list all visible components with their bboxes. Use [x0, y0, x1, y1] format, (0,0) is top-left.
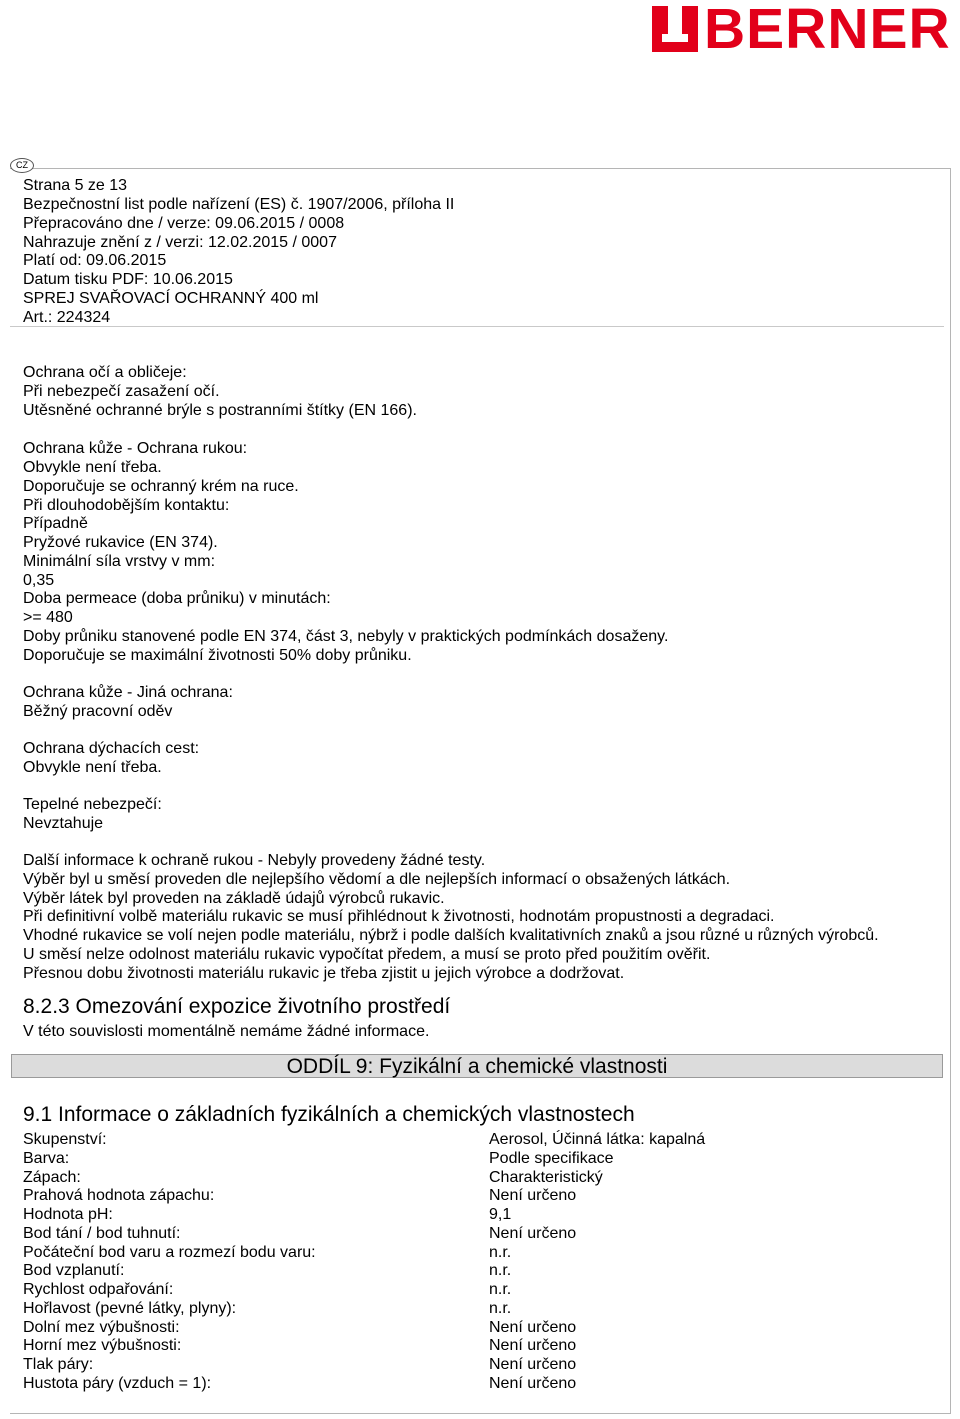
- body-line: Obvykle není třeba.: [23, 459, 162, 476]
- body-line: Doba permeace (doba průniku) v minutách:: [23, 590, 331, 607]
- property-value: Není určeno: [489, 1337, 577, 1354]
- header-page-number: Strana 5 ze 13: [23, 177, 128, 194]
- property-label: Horní mez výbušnosti:: [23, 1337, 182, 1354]
- property-value: 9,1: [489, 1206, 512, 1223]
- header-divider: [10, 326, 944, 327]
- body-line: Další informace k ochraně rukou - Nebyly provedeny žádné testy.: [23, 852, 486, 869]
- body-line: Pryžové rukavice (EN 374).: [23, 534, 218, 551]
- body-line: >= 480: [23, 609, 73, 626]
- skin-protection-heading: Ochrana kůže - Jiná ochrana:: [23, 684, 233, 701]
- header-article-number: Art.: 224324: [23, 308, 111, 326]
- property-label: Skupenství:: [23, 1131, 107, 1148]
- property-label: Bod tání / bod tuhnutí:: [23, 1225, 181, 1242]
- body-line: Výběr byl u směsí proveden dle nejlepšího vědomí a dle nejlepších informací o obsažených látkách.: [23, 871, 731, 888]
- property-label: Bod vzplanutí:: [23, 1262, 125, 1279]
- property-label: Hodnota pH:: [23, 1206, 113, 1223]
- property-value: Charakteristický: [489, 1169, 603, 1186]
- body-line: 0,35: [23, 572, 55, 589]
- country-badge: CZ: [10, 158, 34, 173]
- section-8-2-3-text: V této souvislosti momentálně nemáme žádné informace.: [23, 1023, 430, 1040]
- property-value: Není určeno: [489, 1225, 577, 1242]
- body-line: Minimální síla vrstvy v mm:: [23, 553, 216, 570]
- header-regulation: Bezpečnostní list podle nařízení (ES) č. 1907/2006, příloha II: [23, 195, 455, 213]
- section-9-1-title: 9.1 Informace o základních fyzikálních a chemických vlastnostech: [23, 1103, 635, 1126]
- property-value: Není určeno: [489, 1356, 577, 1373]
- property-value: Není určeno: [489, 1187, 577, 1204]
- eye-protection-heading: Ochrana očí a obličeje:: [23, 364, 187, 381]
- body-line: Doporučuje se ochranný krém na ruce.: [23, 478, 299, 495]
- property-value: n.r.: [489, 1244, 512, 1261]
- property-label: Hořlavost (pevné látky, plyny):: [23, 1300, 237, 1317]
- body-line: Nevztahuje: [23, 815, 104, 832]
- property-value: Není určeno: [489, 1375, 577, 1392]
- property-label: Počáteční bod varu a rozmezí bodu varu:: [23, 1244, 316, 1261]
- thermal-hazard-heading: Tepelné nebezpečí:: [23, 796, 162, 813]
- property-label: Dolní mez výbušnosti:: [23, 1319, 180, 1336]
- property-value: Aerosol, Účinná látka: kapalná: [489, 1131, 706, 1148]
- property-label: Prahová hodnota zápachu:: [23, 1187, 215, 1204]
- header-valid-from: Platí od: 09.06.2015: [23, 252, 167, 270]
- header-replaces: Nahrazuje znění z / verzi: 12.02.2015 / 0007: [23, 233, 337, 251]
- body-line: Doby průniku stanovené podle EN 374, část 3, nebyly v praktických podmínkách dosaženy.: [23, 628, 669, 645]
- property-label: Hustota páry (vzduch = 1):: [23, 1375, 212, 1392]
- body-line: Doporučuje se maximální životnosti 50% doby průniku.: [23, 647, 412, 664]
- property-value: n.r.: [489, 1281, 512, 1298]
- property-label: Barva:: [23, 1150, 70, 1167]
- property-value: Není určeno: [489, 1319, 577, 1336]
- berner-logo-text: BERNER: [704, 0, 951, 61]
- section-8-2-3-title: 8.2.3 Omezování expozice životního prostředí: [23, 995, 451, 1018]
- body-line: Při nebezpečí zasažení očí.: [23, 383, 220, 400]
- hand-protection-heading: Ochrana kůže - Ochrana rukou:: [23, 440, 248, 457]
- body-line: U směsí nelze odolnost materiálu rukavic vypočítat předem, a musí se proto před použitím ověřit.: [23, 946, 711, 963]
- berner-logo: [652, 0, 954, 61]
- header-revision: Přepracováno dne / verze: 09.06.2015 / 0008: [23, 214, 345, 232]
- body-line: Obvykle není třeba.: [23, 759, 162, 776]
- body-line: Přesnou dobu životnosti materiálu rukavic je třeba zjistit u jejich výrobce a dodržovat.: [23, 965, 625, 982]
- property-value: n.r.: [489, 1262, 512, 1279]
- body-line: Případně: [23, 515, 88, 532]
- document-header: [23, 177, 454, 328]
- body-line: Výběr látek byl proveden na základě údajů výrobců rukavic.: [23, 890, 445, 907]
- property-label: Rychlost odpařování:: [23, 1281, 174, 1298]
- respiratory-protection-heading: Ochrana dýchacích cest:: [23, 740, 200, 757]
- body-line: Utěsněné ochranné brýle s postranními štítky (EN 166).: [23, 402, 417, 419]
- property-label: Zápach:: [23, 1169, 81, 1186]
- property-label: Tlak páry:: [23, 1356, 94, 1373]
- header-print-date: Datum tisku PDF: 10.06.2015: [23, 271, 233, 289]
- property-value: n.r.: [489, 1300, 512, 1317]
- property-value: Podle specifikace: [489, 1150, 614, 1167]
- body-line: Při dlouhodobějším kontaktu:: [23, 497, 230, 514]
- section-9-title-bar: ODDÍL 9: Fyzikální a chemické vlastnosti: [11, 1054, 943, 1078]
- berner-logo-mark-icon: [652, 6, 698, 52]
- header-product-name: SPREJ SVAŘOVACÍ OCHRANNÝ 400 ml: [23, 290, 319, 308]
- body-line: Při definitivní volbě materiálu rukavic se musí přihlédnout k životnosti, hodnotám propustnosti a degradaci.: [23, 908, 775, 925]
- body-line: Běžný pracovní oděv: [23, 703, 173, 720]
- body-line: Vhodné rukavice se volí nejen podle materiálu, nýbrž i podle dalších kvalitativních znaků a jsou různé u různých výrobců.: [23, 927, 879, 944]
